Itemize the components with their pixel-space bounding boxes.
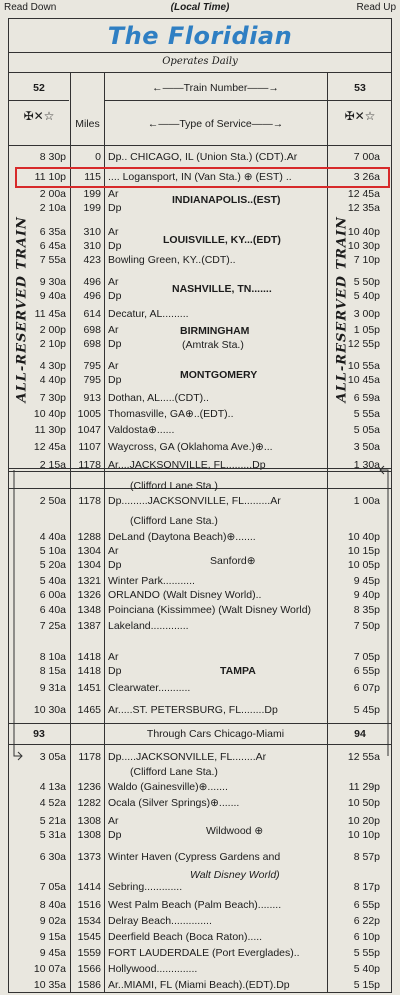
through-cars-left: 93 bbox=[33, 728, 45, 740]
miles-value: 1465 bbox=[77, 704, 101, 716]
arrival-time: 3 26a bbox=[353, 171, 380, 183]
miles-header: Miles bbox=[75, 118, 100, 130]
station-name: Waldo (Gainesville)⊕....... bbox=[108, 781, 228, 793]
read-down-label: Read Down bbox=[4, 2, 57, 13]
miles-value: 1178 bbox=[78, 751, 101, 763]
arrival-time: 5 05a bbox=[353, 424, 380, 436]
station-name: Ar....JACKSONVILLE, FL.........Dp bbox=[108, 459, 266, 471]
departure-time: 5 31a bbox=[39, 829, 66, 841]
station-name: Dp bbox=[108, 202, 122, 214]
miles-value: 423 bbox=[83, 254, 101, 266]
arrival-time: 5 15p bbox=[353, 979, 380, 991]
miles-value: 1451 bbox=[77, 682, 101, 694]
station-name: Ar bbox=[108, 545, 119, 557]
arrival-time: 6 55p bbox=[353, 665, 380, 677]
arrival-time: 1 30a bbox=[353, 459, 380, 471]
local-time-label: (Local Time) bbox=[170, 2, 230, 13]
miles-value: 310 bbox=[83, 226, 101, 238]
departure-time: 10 30a bbox=[33, 704, 66, 716]
type-of-service-header: ←——Type of Service——→ bbox=[147, 118, 284, 130]
train-number-right: 53 bbox=[354, 82, 366, 94]
station-name: Thomasville, GA⊕..(EDT).. bbox=[108, 408, 234, 420]
station-amtrak: (Amtrak Sta.) bbox=[182, 339, 244, 351]
station-name: Sebring............. bbox=[108, 881, 183, 893]
station-name: Winter Park........... bbox=[108, 575, 195, 587]
station-louisville: LOUISVILLE, KY...(EDT) bbox=[163, 234, 281, 246]
miles-value: 1308 bbox=[77, 829, 101, 841]
miles-value: 1516 bbox=[77, 899, 101, 911]
arrival-time: 10 55a bbox=[347, 360, 380, 372]
station-name: Dp bbox=[108, 374, 122, 386]
miles-value: 698 bbox=[83, 324, 101, 336]
departure-time: 5 21a bbox=[39, 815, 66, 827]
miles-value: 1005 bbox=[77, 408, 101, 420]
arrival-time: 12 35a bbox=[347, 202, 380, 214]
departure-time: 8 40a bbox=[39, 899, 66, 911]
arrival-time: 5 55a bbox=[353, 408, 380, 420]
departure-time: 2 50a bbox=[39, 495, 66, 507]
station-name: Ar..MIAMI, FL (Miami Beach).(EDT).Dp bbox=[108, 979, 290, 991]
station-name: Dp bbox=[108, 665, 122, 677]
miles-value: 199 bbox=[83, 188, 101, 200]
miles-value: 115 bbox=[84, 171, 101, 183]
station-name: Winter Haven (Cypress Gardens and bbox=[108, 851, 281, 863]
miles-value: 1178 bbox=[78, 459, 101, 471]
station-name: Dp.........JACKSONVILLE, FL.........Ar bbox=[108, 495, 281, 507]
arrival-time: 7 00a bbox=[353, 151, 380, 163]
station-name: Ocala (Silver Springs)⊕....... bbox=[108, 797, 240, 809]
arrival-time: 10 40p bbox=[347, 226, 380, 238]
arrival-time: 6 10p bbox=[353, 931, 380, 943]
miles-value: 310 bbox=[83, 240, 101, 252]
arrival-time: 10 05p bbox=[347, 559, 380, 571]
miles-value: 1387 bbox=[77, 620, 101, 632]
station-name: Ar bbox=[108, 226, 119, 238]
departure-time: 2 00p bbox=[39, 324, 66, 336]
miles-value: 1545 bbox=[77, 931, 101, 943]
departure-time: 4 40p bbox=[39, 374, 66, 386]
departure-time: 9 15a bbox=[39, 931, 66, 943]
departure-time: 4 40a bbox=[39, 531, 66, 543]
arrival-time: 1 00a bbox=[353, 495, 380, 507]
arrival-time: 10 15p bbox=[347, 545, 380, 557]
miles-value: 1282 bbox=[77, 797, 101, 809]
departure-time: 10 35a bbox=[33, 979, 66, 991]
departure-time: 5 40a bbox=[39, 575, 66, 587]
all-reserved-train-label-right: ALL-RESERVED TRAIN bbox=[334, 216, 350, 403]
miles-value: 1414 bbox=[77, 881, 101, 893]
departure-time: 9 40a bbox=[39, 290, 66, 302]
miles-value: 1304 bbox=[77, 559, 101, 571]
arrival-time: 6 59a bbox=[353, 392, 380, 404]
departure-time: 9 45a bbox=[39, 947, 66, 959]
station-name: Waycross, GA (Oklahoma Ave.)⊕... bbox=[108, 441, 273, 453]
arrival-time: 6 22p bbox=[353, 915, 380, 927]
departure-time: 7 05a bbox=[39, 881, 66, 893]
arrival-time: 9 40p bbox=[353, 589, 380, 601]
departure-time: 4 13a bbox=[39, 781, 66, 793]
departure-time: 12 45a bbox=[33, 441, 66, 453]
service-icons-right: ✠✕☆ bbox=[344, 109, 376, 123]
read-up-label: Read Up bbox=[356, 2, 396, 13]
arrival-time: 7 05p bbox=[353, 651, 380, 663]
arrival-time: 3 50a bbox=[353, 441, 380, 453]
miles-value: 1586 bbox=[77, 979, 101, 991]
station-name: Dp bbox=[108, 240, 122, 252]
arrival-time: 7 50p bbox=[353, 620, 380, 632]
miles-value: 1559 bbox=[77, 947, 101, 959]
miles-value: 496 bbox=[83, 290, 101, 302]
departure-time: 6 30a bbox=[39, 851, 66, 863]
timetable-title: The Floridian bbox=[107, 22, 293, 50]
station-wildwood: Wildwood ⊕ bbox=[206, 825, 264, 837]
miles-value: 1348 bbox=[77, 604, 101, 616]
arrival-time: 3 00p bbox=[353, 308, 380, 320]
station-name: Ar bbox=[108, 188, 119, 200]
departure-time: 8 10a bbox=[39, 651, 66, 663]
miles-value: 1107 bbox=[78, 441, 101, 453]
miles-value: 795 bbox=[83, 374, 101, 386]
left-connector-line bbox=[14, 470, 22, 756]
miles-value: 1418 bbox=[77, 651, 101, 663]
departure-time: 11 30p bbox=[34, 424, 66, 436]
station-name: Bowling Green, KY..(CDT).. bbox=[108, 254, 236, 266]
arrival-time: 10 10p bbox=[347, 829, 380, 841]
train-number-label: Train Number bbox=[183, 82, 248, 94]
miles-value: 1534 bbox=[77, 915, 101, 927]
departure-time: 11 45a bbox=[34, 308, 66, 320]
station-nashville: NASHVILLE, TN....... bbox=[172, 283, 272, 295]
arrival-time: 6 55p bbox=[353, 899, 380, 911]
arrival-time: 10 40p bbox=[347, 531, 380, 543]
station-name: FORT LAUDERDALE (Port Everglades).. bbox=[108, 947, 300, 959]
train-number-left: 52 bbox=[33, 82, 45, 94]
highlight-box bbox=[15, 167, 390, 188]
arrival-time: 5 55p bbox=[353, 947, 380, 959]
station-name: Ar bbox=[108, 324, 119, 336]
station-name: Dp bbox=[108, 290, 122, 302]
arrival-time: 7 10p bbox=[353, 254, 380, 266]
station-sanford: Sanford⊕ bbox=[210, 555, 256, 567]
miles-value: 913 bbox=[83, 392, 101, 404]
station-clifford-lane-1: (Clifford Lane Sta.) bbox=[130, 480, 218, 492]
departure-time: 9 30a bbox=[39, 276, 66, 288]
station-name: Dp bbox=[108, 338, 122, 350]
miles-value: 1236 bbox=[77, 781, 101, 793]
miles-value: 698 bbox=[83, 338, 101, 350]
station-name: Dp.. CHICAGO, IL (Union Sta.) (CDT).Ar bbox=[108, 151, 298, 163]
departure-time: 8 15a bbox=[39, 665, 66, 677]
miles-value: 1304 bbox=[77, 545, 101, 557]
departure-time: 5 20a bbox=[39, 559, 66, 571]
miles-value: 1321 bbox=[77, 575, 101, 587]
miles-value: 0 bbox=[95, 151, 101, 163]
miles-value: 1288 bbox=[77, 531, 101, 543]
station-name: Dp bbox=[108, 829, 122, 841]
arrival-time: 12 55a bbox=[347, 751, 380, 763]
departure-time: 4 52a bbox=[39, 797, 66, 809]
departure-time: 6 45a bbox=[39, 240, 66, 252]
service-icons-left: ✠✕☆ bbox=[23, 109, 55, 123]
arrival-time: 5 45p bbox=[353, 704, 380, 716]
station-montgomery: MONTGOMERY bbox=[180, 369, 258, 381]
miles-value: 199 bbox=[83, 202, 101, 214]
station-name: ORLANDO (Walt Disney World).. bbox=[108, 589, 262, 601]
station-name: Deerfield Beach (Boca Raton)..... bbox=[108, 931, 263, 943]
departure-time: 7 25a bbox=[39, 620, 66, 632]
station-birmingham: BIRMINGHAM bbox=[180, 325, 250, 337]
departure-time: 4 30p bbox=[39, 360, 66, 372]
departure-time: 10 40p bbox=[33, 408, 66, 420]
station-name: Dp bbox=[108, 559, 122, 571]
departure-time: 9 31a bbox=[39, 682, 66, 694]
station-name: Lakeland............. bbox=[108, 620, 189, 632]
type-of-service-label: Type of Service bbox=[179, 118, 252, 130]
miles-value: 1047 bbox=[77, 424, 101, 436]
station-name: DeLand (Daytona Beach)⊕....... bbox=[108, 531, 256, 543]
departure-time: 9 02a bbox=[39, 915, 66, 927]
departure-time: 6 00a bbox=[39, 589, 66, 601]
arrival-time: 8 57p bbox=[353, 851, 380, 863]
arrival-time: 10 30p bbox=[347, 240, 380, 252]
operates-daily: Operates Daily bbox=[162, 56, 238, 67]
arrival-time: 6 07p bbox=[353, 682, 380, 694]
departure-time: 7 55a bbox=[39, 254, 66, 266]
departure-time: 2 15a bbox=[39, 459, 66, 471]
arrival-time: 9 45p bbox=[353, 575, 380, 587]
through-cars-right: 94 bbox=[354, 728, 366, 740]
arrival-time: 11 29p bbox=[348, 781, 380, 793]
departure-time: 6 40a bbox=[39, 604, 66, 616]
station-name: Dothan, AL.....(CDT).. bbox=[108, 392, 209, 404]
departure-time: 2 00a bbox=[39, 188, 66, 200]
departure-time: 10 07a bbox=[33, 963, 66, 975]
arrival-time: 10 45a bbox=[347, 374, 380, 386]
station-name: Dp.....JACKSONVILLE, FL........Ar bbox=[108, 751, 267, 763]
arrival-time: 1 05p bbox=[353, 324, 380, 336]
departure-time: 3 05a bbox=[39, 751, 66, 763]
through-cars-label: Through Cars Chicago-Miami bbox=[146, 728, 285, 740]
miles-value: 496 bbox=[83, 276, 101, 288]
station-name: Clearwater........... bbox=[108, 682, 191, 694]
arrival-time: 8 35p bbox=[353, 604, 380, 616]
arrival-time: 10 20p bbox=[347, 815, 380, 827]
station-name: Decatur, AL......... bbox=[108, 308, 189, 320]
station-clifford-lane-2: (Clifford Lane Sta.) bbox=[130, 515, 218, 527]
departure-time: 2 10p bbox=[39, 338, 66, 350]
miles-value: 1373 bbox=[77, 851, 101, 863]
right-connector-line bbox=[380, 470, 388, 756]
station-name: Ar bbox=[108, 276, 119, 288]
miles-value: 795 bbox=[83, 360, 101, 372]
station-name: Hollywood.............. bbox=[108, 963, 198, 975]
station-tampa: TAMPA bbox=[220, 665, 256, 677]
departure-time: 7 30p bbox=[39, 392, 66, 404]
station-walt-disney: Walt Disney World) bbox=[190, 869, 280, 881]
arrival-time: 5 40p bbox=[353, 290, 380, 302]
departure-time: 2 10a bbox=[39, 202, 66, 214]
arrival-time: 8 17p bbox=[353, 881, 380, 893]
miles-value: 1566 bbox=[77, 963, 101, 975]
departure-time: 11 10p bbox=[34, 171, 66, 183]
arrival-time: 5 40p bbox=[353, 963, 380, 975]
arrival-time: 12 55p bbox=[347, 338, 380, 350]
station-name: Ar bbox=[108, 651, 119, 663]
departure-time: 5 10a bbox=[39, 545, 66, 557]
station-name: Valdosta⊕...... bbox=[108, 424, 175, 436]
arrival-time: 10 50p bbox=[347, 797, 380, 809]
arrival-time: 12 45a bbox=[347, 188, 380, 200]
miles-value: 1308 bbox=[77, 815, 101, 827]
miles-value: 1418 bbox=[77, 665, 101, 677]
departure-time: 6 35a bbox=[39, 226, 66, 238]
station-name: Delray Beach.............. bbox=[108, 915, 212, 927]
station-name: West Palm Beach (Palm Beach)........ bbox=[108, 899, 282, 911]
miles-value: 1178 bbox=[78, 495, 101, 507]
all-reserved-train-label-left: ALL-RESERVED TRAIN bbox=[14, 216, 30, 403]
station-name: Ar.....ST. PETERSBURG, FL........Dp bbox=[108, 704, 278, 716]
arrival-time: 5 50p bbox=[353, 276, 380, 288]
station-name: .... Logansport, IN (Van Sta.) ⊕ (EST) .. bbox=[108, 171, 292, 183]
station-indianapolis: INDIANAPOLIS..(EST) bbox=[172, 194, 281, 206]
miles-value: 1326 bbox=[77, 589, 101, 601]
departure-time: 8 30p bbox=[39, 151, 66, 163]
station-name: Poinciana (Kissimmee) (Walt Disney World) bbox=[108, 604, 312, 616]
miles-value: 614 bbox=[83, 308, 101, 320]
station-name: Ar bbox=[108, 815, 119, 827]
station-clifford-lane-3: (Clifford Lane Sta.) bbox=[130, 766, 218, 778]
train-number-header: ←——Train Number——→ bbox=[152, 82, 279, 94]
station-name: Ar bbox=[108, 360, 119, 372]
